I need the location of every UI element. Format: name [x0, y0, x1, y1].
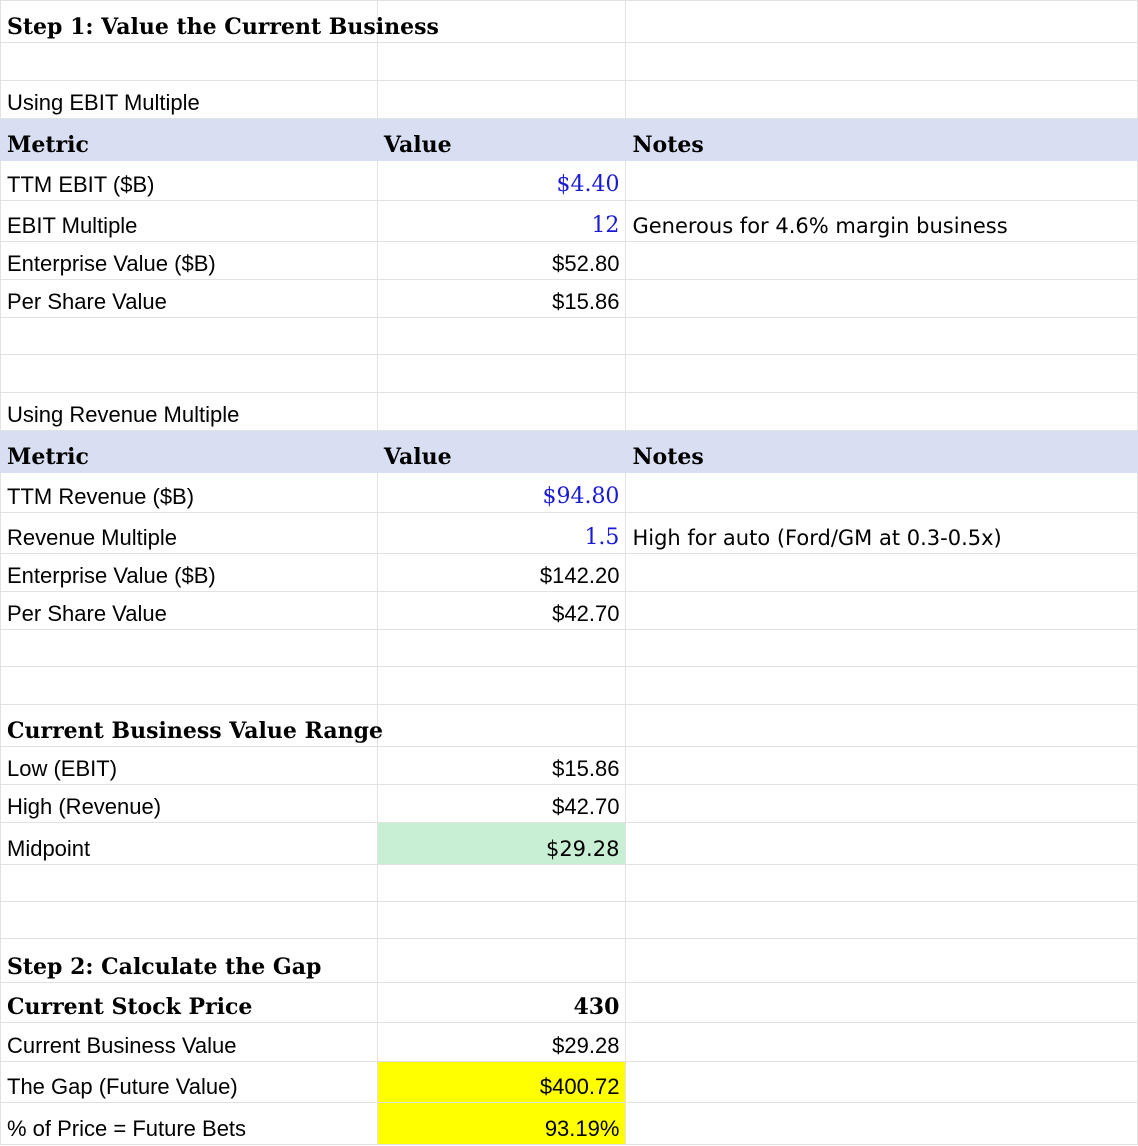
metric-cell[interactable]: Current Stock Price: [1, 983, 378, 1023]
empty-cell[interactable]: [626, 902, 1138, 939]
value-cell[interactable]: $52.80: [377, 242, 626, 280]
table-row: [1, 1103, 1138, 1145]
notes-cell[interactable]: [626, 161, 1138, 201]
metric-cell[interactable]: Revenue Multiple: [1, 513, 378, 554]
sheet-row: [1, 81, 1138, 119]
empty-cell[interactable]: [626, 1062, 1138, 1103]
metric-cell[interactable]: TTM Revenue ($B): [1, 473, 378, 513]
notes-cell[interactable]: [626, 242, 1138, 280]
empty-cell[interactable]: [377, 393, 626, 431]
empty-cell[interactable]: [626, 81, 1138, 119]
step1-title[interactable]: Step 1: Value the Current Business: [1, 1, 378, 43]
metric-cell[interactable]: High (Revenue): [1, 785, 378, 823]
empty-cell[interactable]: [377, 318, 626, 355]
table-row: [1, 747, 1138, 785]
empty-cell[interactable]: [1, 43, 378, 81]
value-cell[interactable]: $42.70: [377, 592, 626, 630]
value-cell[interactable]: 1.5: [377, 513, 626, 554]
sheet-row: [1, 902, 1138, 939]
metric-cell[interactable]: Per Share Value: [1, 280, 378, 318]
sheet-row: [1, 865, 1138, 902]
metric-header[interactable]: Metric: [1, 119, 378, 161]
empty-cell[interactable]: [377, 667, 626, 705]
notes-cell[interactable]: [626, 473, 1138, 513]
empty-cell[interactable]: [626, 983, 1138, 1023]
future-bets-value-cell[interactable]: 93.19%: [377, 1103, 626, 1145]
notes-header[interactable]: Notes: [626, 431, 1138, 473]
metric-cell[interactable]: Midpoint: [1, 823, 378, 865]
notes-cell[interactable]: [626, 592, 1138, 630]
table-row: [1, 554, 1138, 592]
table-row: [1, 592, 1138, 630]
notes-cell[interactable]: High for auto (Ford/GM at 0.3-0.5x): [626, 513, 1138, 554]
empty-cell[interactable]: [377, 705, 626, 747]
sheet-row: [1, 43, 1138, 81]
metric-cell[interactable]: Enterprise Value ($B): [1, 554, 378, 592]
table-row: [1, 473, 1138, 513]
value-header[interactable]: Value: [377, 119, 626, 161]
table-row: [1, 201, 1138, 242]
metric-cell[interactable]: EBIT Multiple: [1, 201, 378, 242]
empty-cell[interactable]: [626, 785, 1138, 823]
empty-cell[interactable]: [626, 705, 1138, 747]
sheet-row: [1, 318, 1138, 355]
step2-title[interactable]: Step 2: Calculate the Gap: [1, 939, 378, 983]
empty-cell[interactable]: [626, 747, 1138, 785]
empty-cell[interactable]: [626, 667, 1138, 705]
value-header[interactable]: Value: [377, 431, 626, 473]
value-cell[interactable]: $15.86: [377, 280, 626, 318]
empty-cell[interactable]: [377, 81, 626, 119]
value-cell[interactable]: $15.86: [377, 747, 626, 785]
empty-cell[interactable]: [377, 865, 626, 902]
table-row: [1, 785, 1138, 823]
empty-cell[interactable]: [626, 823, 1138, 865]
table-row: [1, 513, 1138, 554]
value-cell[interactable]: 430: [377, 983, 626, 1023]
metric-cell[interactable]: The Gap (Future Value): [1, 1062, 378, 1103]
notes-cell[interactable]: [626, 280, 1138, 318]
empty-cell[interactable]: [377, 902, 626, 939]
revenue-section-label[interactable]: Using Revenue Multiple: [1, 393, 378, 431]
ebit-section-label[interactable]: Using EBIT Multiple: [1, 81, 378, 119]
empty-cell[interactable]: [626, 939, 1138, 983]
empty-cell[interactable]: [626, 393, 1138, 431]
empty-cell[interactable]: [1, 667, 378, 705]
value-cell[interactable]: $4.40: [377, 161, 626, 201]
midpoint-value-cell[interactable]: $29.28: [377, 823, 626, 865]
metric-header[interactable]: Metric: [1, 431, 378, 473]
empty-cell[interactable]: [377, 939, 626, 983]
notes-header[interactable]: Notes: [626, 119, 1138, 161]
revenue-header-row: [1, 431, 1138, 473]
range-section-title[interactable]: Current Business Value Range: [1, 705, 378, 747]
metric-cell[interactable]: % of Price = Future Bets: [1, 1103, 378, 1145]
sheet-row: [1, 939, 1138, 983]
table-row: [1, 242, 1138, 280]
sheet-row: [1, 705, 1138, 747]
metric-cell[interactable]: Low (EBIT): [1, 747, 378, 785]
value-cell[interactable]: $142.20: [377, 554, 626, 592]
table-row: [1, 1023, 1138, 1062]
empty-cell[interactable]: [1, 318, 378, 355]
sheet-row: [1, 1, 1138, 43]
empty-cell[interactable]: [626, 1, 1138, 43]
empty-cell[interactable]: [1, 865, 378, 902]
metric-cell[interactable]: Enterprise Value ($B): [1, 242, 378, 280]
value-cell[interactable]: 12: [377, 201, 626, 242]
empty-cell[interactable]: [626, 1023, 1138, 1062]
value-cell[interactable]: $42.70: [377, 785, 626, 823]
empty-cell[interactable]: [626, 1103, 1138, 1145]
empty-cell[interactable]: [377, 43, 626, 81]
value-cell[interactable]: $29.28: [377, 1023, 626, 1062]
empty-cell[interactable]: [626, 630, 1138, 667]
table-row: [1, 823, 1138, 865]
sheet-row: [1, 630, 1138, 667]
empty-cell[interactable]: [1, 630, 378, 667]
table-row: [1, 983, 1138, 1023]
empty-cell[interactable]: [626, 43, 1138, 81]
sheet-row: [1, 667, 1138, 705]
empty-cell[interactable]: [1, 355, 378, 393]
metric-cell[interactable]: Current Business Value: [1, 1023, 378, 1062]
value-cell[interactable]: $94.80: [377, 473, 626, 513]
ebit-header-row: [1, 119, 1138, 161]
table-row: [1, 1062, 1138, 1103]
notes-cell[interactable]: Generous for 4.6% margin business: [626, 201, 1138, 242]
table-row: [1, 280, 1138, 318]
empty-cell[interactable]: [377, 630, 626, 667]
sheet-row: [1, 393, 1138, 431]
notes-cell[interactable]: [626, 554, 1138, 592]
gap-value-cell[interactable]: $400.72: [377, 1062, 626, 1103]
metric-cell[interactable]: TTM EBIT ($B): [1, 161, 378, 201]
empty-cell[interactable]: [377, 355, 626, 393]
empty-cell[interactable]: [626, 865, 1138, 902]
empty-cell[interactable]: [1, 902, 378, 939]
empty-cell[interactable]: [626, 355, 1138, 393]
sheet-row: [1, 355, 1138, 393]
table-row: [1, 161, 1138, 201]
metric-cell[interactable]: Per Share Value: [1, 592, 378, 630]
empty-cell[interactable]: [626, 318, 1138, 355]
